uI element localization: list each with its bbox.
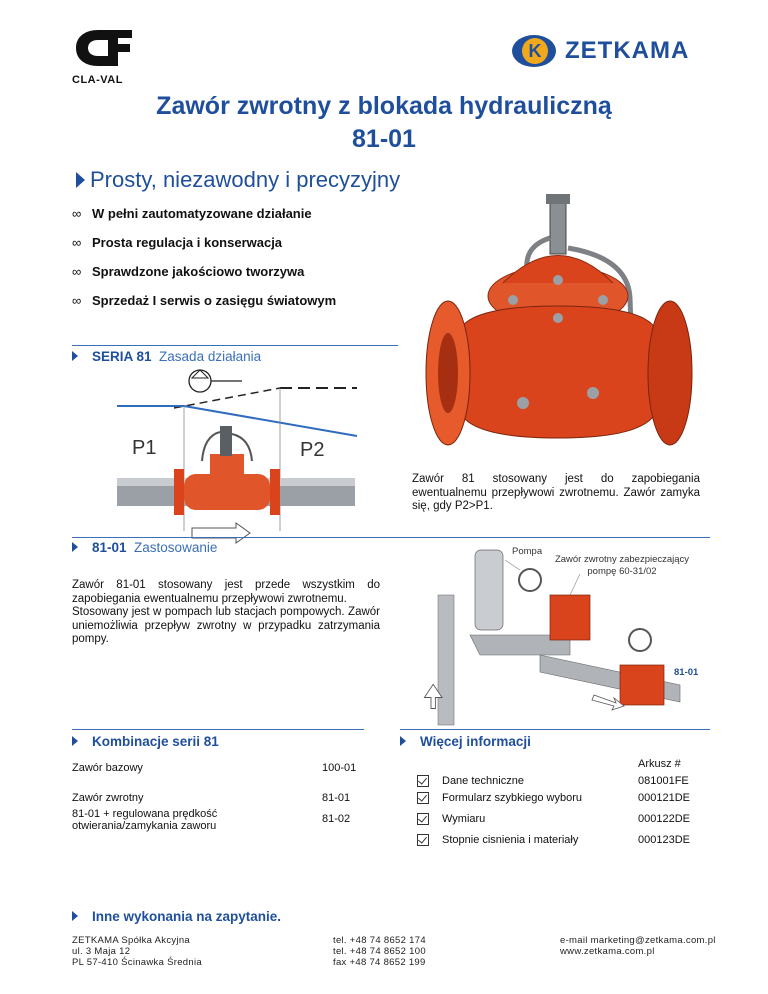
zetkama-logo (512, 33, 717, 69)
page-title: Zawór zwrotny z blokada hydrauliczną (156, 92, 612, 120)
infinity-icon: ∞ (72, 206, 82, 221)
info-sheet-number: 000122DE (638, 813, 690, 825)
triangle-bullet-icon (72, 736, 78, 746)
combination-name: Zawór zwrotny (72, 792, 144, 804)
section-series-heading (72, 349, 261, 364)
diagram-valve-flange (174, 469, 184, 515)
info-sheet-number: 000121DE (638, 792, 690, 804)
combination-code: 81-01 (322, 792, 351, 804)
zetkama-logo-text: ZETKAMA (565, 37, 690, 64)
footer-website-link[interactable]: www.zetkama.com.pl (560, 946, 655, 957)
headline (76, 167, 400, 193)
diagram-label-p2: P2 (300, 439, 325, 461)
diagram-pilot-circle (189, 370, 211, 392)
combination-code: 100-01 (322, 762, 357, 774)
section-divider (72, 345, 398, 346)
zetkama-badge-inner: K (522, 38, 548, 64)
pump-body (475, 550, 503, 630)
valve-stem-cap (546, 194, 570, 204)
section-application-heading (72, 540, 217, 555)
infinity-icon: ∞ (72, 264, 82, 279)
combination-code: 81-02 (322, 813, 351, 825)
feature-bullet (72, 264, 304, 279)
checkbox-icon (417, 812, 429, 830)
triangle-bullet-icon (72, 351, 78, 361)
info-sheet-number: 081001FE (638, 775, 689, 787)
more-info-heading-text: Więcej informacji (420, 734, 531, 749)
valve-stem (550, 196, 566, 254)
pump-pipe-vertical (438, 595, 454, 725)
valve-bolt (598, 295, 608, 305)
footer-web (560, 935, 716, 957)
info-document-name: Stopnie cisnienia i materiały (442, 834, 579, 846)
combinations-heading-text: Kombinacje serii 81 (92, 734, 219, 749)
valve-bolt (517, 397, 529, 409)
footer-line: ul. 3 Maja 12 (72, 946, 131, 957)
feature-text: Sprzedaż I serwis o zasięgu światowym (92, 293, 337, 308)
section-series-light: Zasada działania (159, 349, 262, 364)
footer-line: tel. +48 74 8652 174 (333, 935, 426, 946)
valve-flange-bore (438, 333, 458, 413)
section-series-bold: SERIA 81 (92, 349, 152, 364)
diagram-valve-body (184, 474, 270, 510)
combinations-heading (72, 734, 219, 749)
check-valve-label: Zawór zwrotny zabezpieczający pompę 60-31/02 (554, 554, 690, 577)
checkbox-icon (417, 791, 429, 809)
feature-text: Sprawdzone jakościowo tworzywa (92, 264, 305, 279)
footer-phones (333, 935, 426, 968)
valve-bolt (553, 275, 563, 285)
model-number: 81-01 (352, 125, 416, 153)
other-versions-note (72, 909, 281, 924)
application-text (72, 579, 380, 647)
diagram-valve-pilot (220, 426, 232, 456)
section-application-bold: 81-01 (92, 540, 127, 555)
info-sheet-number: 000123DE (638, 834, 690, 846)
checkbox-icon (417, 833, 429, 851)
pump-check-valve (550, 595, 590, 640)
triangle-bullet-icon (72, 911, 78, 921)
valve-body (458, 306, 658, 438)
info-document-name: Formularz szybkiego wyboru (442, 792, 582, 804)
claval-logo (72, 28, 134, 86)
section-application-light: Zastosowanie (134, 540, 218, 555)
valve-bolt (508, 295, 518, 305)
feature-text: W pełni zautomatyzowane działanie (92, 206, 312, 221)
feature-bullet (72, 293, 336, 308)
section-divider (72, 537, 710, 538)
other-versions-text: Inne wykonania na zapytanie. (92, 909, 282, 924)
triangle-bullet-icon (76, 172, 85, 188)
valve-bolt (587, 387, 599, 399)
info-document-name: Dane techniczne (442, 775, 524, 787)
valve-caption: Zawór 81 stosowany jest do zapobiegania ewentualnemu przepływowi zwrotnemu. Zawór zamyka się, gdy P2>P1. (412, 473, 700, 512)
diagram-label-p1: P1 (132, 437, 157, 459)
valve-flange-right (648, 301, 692, 445)
valve-model-label: 81-01 (674, 667, 699, 678)
operating-principle-diagram (112, 366, 362, 546)
valve-illustration (418, 188, 700, 468)
claval-logo-mark (72, 28, 134, 68)
application-paragraph: Zawór 81-01 stosowany jest przede wszystkim do zapobiegania ewentualnemu przepływowi zwrotnemu. (72, 579, 380, 605)
footer-line: tel. +48 74 8652 100 (333, 946, 426, 957)
footer-company (72, 935, 202, 968)
section-divider (72, 729, 364, 730)
feature-bullet (72, 235, 282, 250)
application-paragraph: Stosowany jest w pompach lub stacjach pompowych. Zawór uniemożliwia przepływ zwrotny w przypadku zatrzymania pompy. (72, 606, 380, 645)
triangle-bullet-icon (400, 736, 406, 746)
diagram-valve-bonnet (210, 454, 244, 476)
headline-text: Prosty, niezawodny i precyzyjny (90, 167, 401, 192)
diagram-pressure-p2-line (184, 406, 357, 436)
footer-line: ZETKAMA Spółka Akcyjna (72, 935, 191, 946)
checkbox-icon (417, 774, 429, 792)
feature-text: Prosta regulacja i konserwacja (92, 235, 283, 250)
footer-email-link[interactable]: e-mail marketing@zetkama.com.pl (560, 935, 716, 946)
pump-main-valve (620, 665, 664, 705)
claval-logo-text: CLA-VAL (72, 74, 123, 86)
infinity-icon: ∞ (72, 235, 82, 250)
footer-line: PL 57-410 Ścinawka Średnia (72, 957, 202, 968)
info-document-name: Wymiaru (442, 813, 486, 825)
sheet-column-header: Arkusz # (638, 758, 681, 770)
diagram-dashed-line (174, 388, 280, 408)
valve-bolt (553, 313, 563, 323)
pump-label: Pompa (512, 546, 543, 557)
combination-name: Zawór bazowy (72, 762, 143, 774)
infinity-icon: ∞ (72, 293, 82, 308)
footer-line: fax +48 74 8652 199 (333, 957, 426, 968)
more-info-heading (400, 734, 531, 749)
feature-bullet (72, 206, 312, 221)
triangle-bullet-icon (72, 542, 78, 552)
diagram-valve-flange (270, 469, 280, 515)
combination-name: 81-01 + regulowana prędkość otwierania/zamykania zaworu (72, 808, 218, 832)
section-divider (400, 729, 710, 730)
